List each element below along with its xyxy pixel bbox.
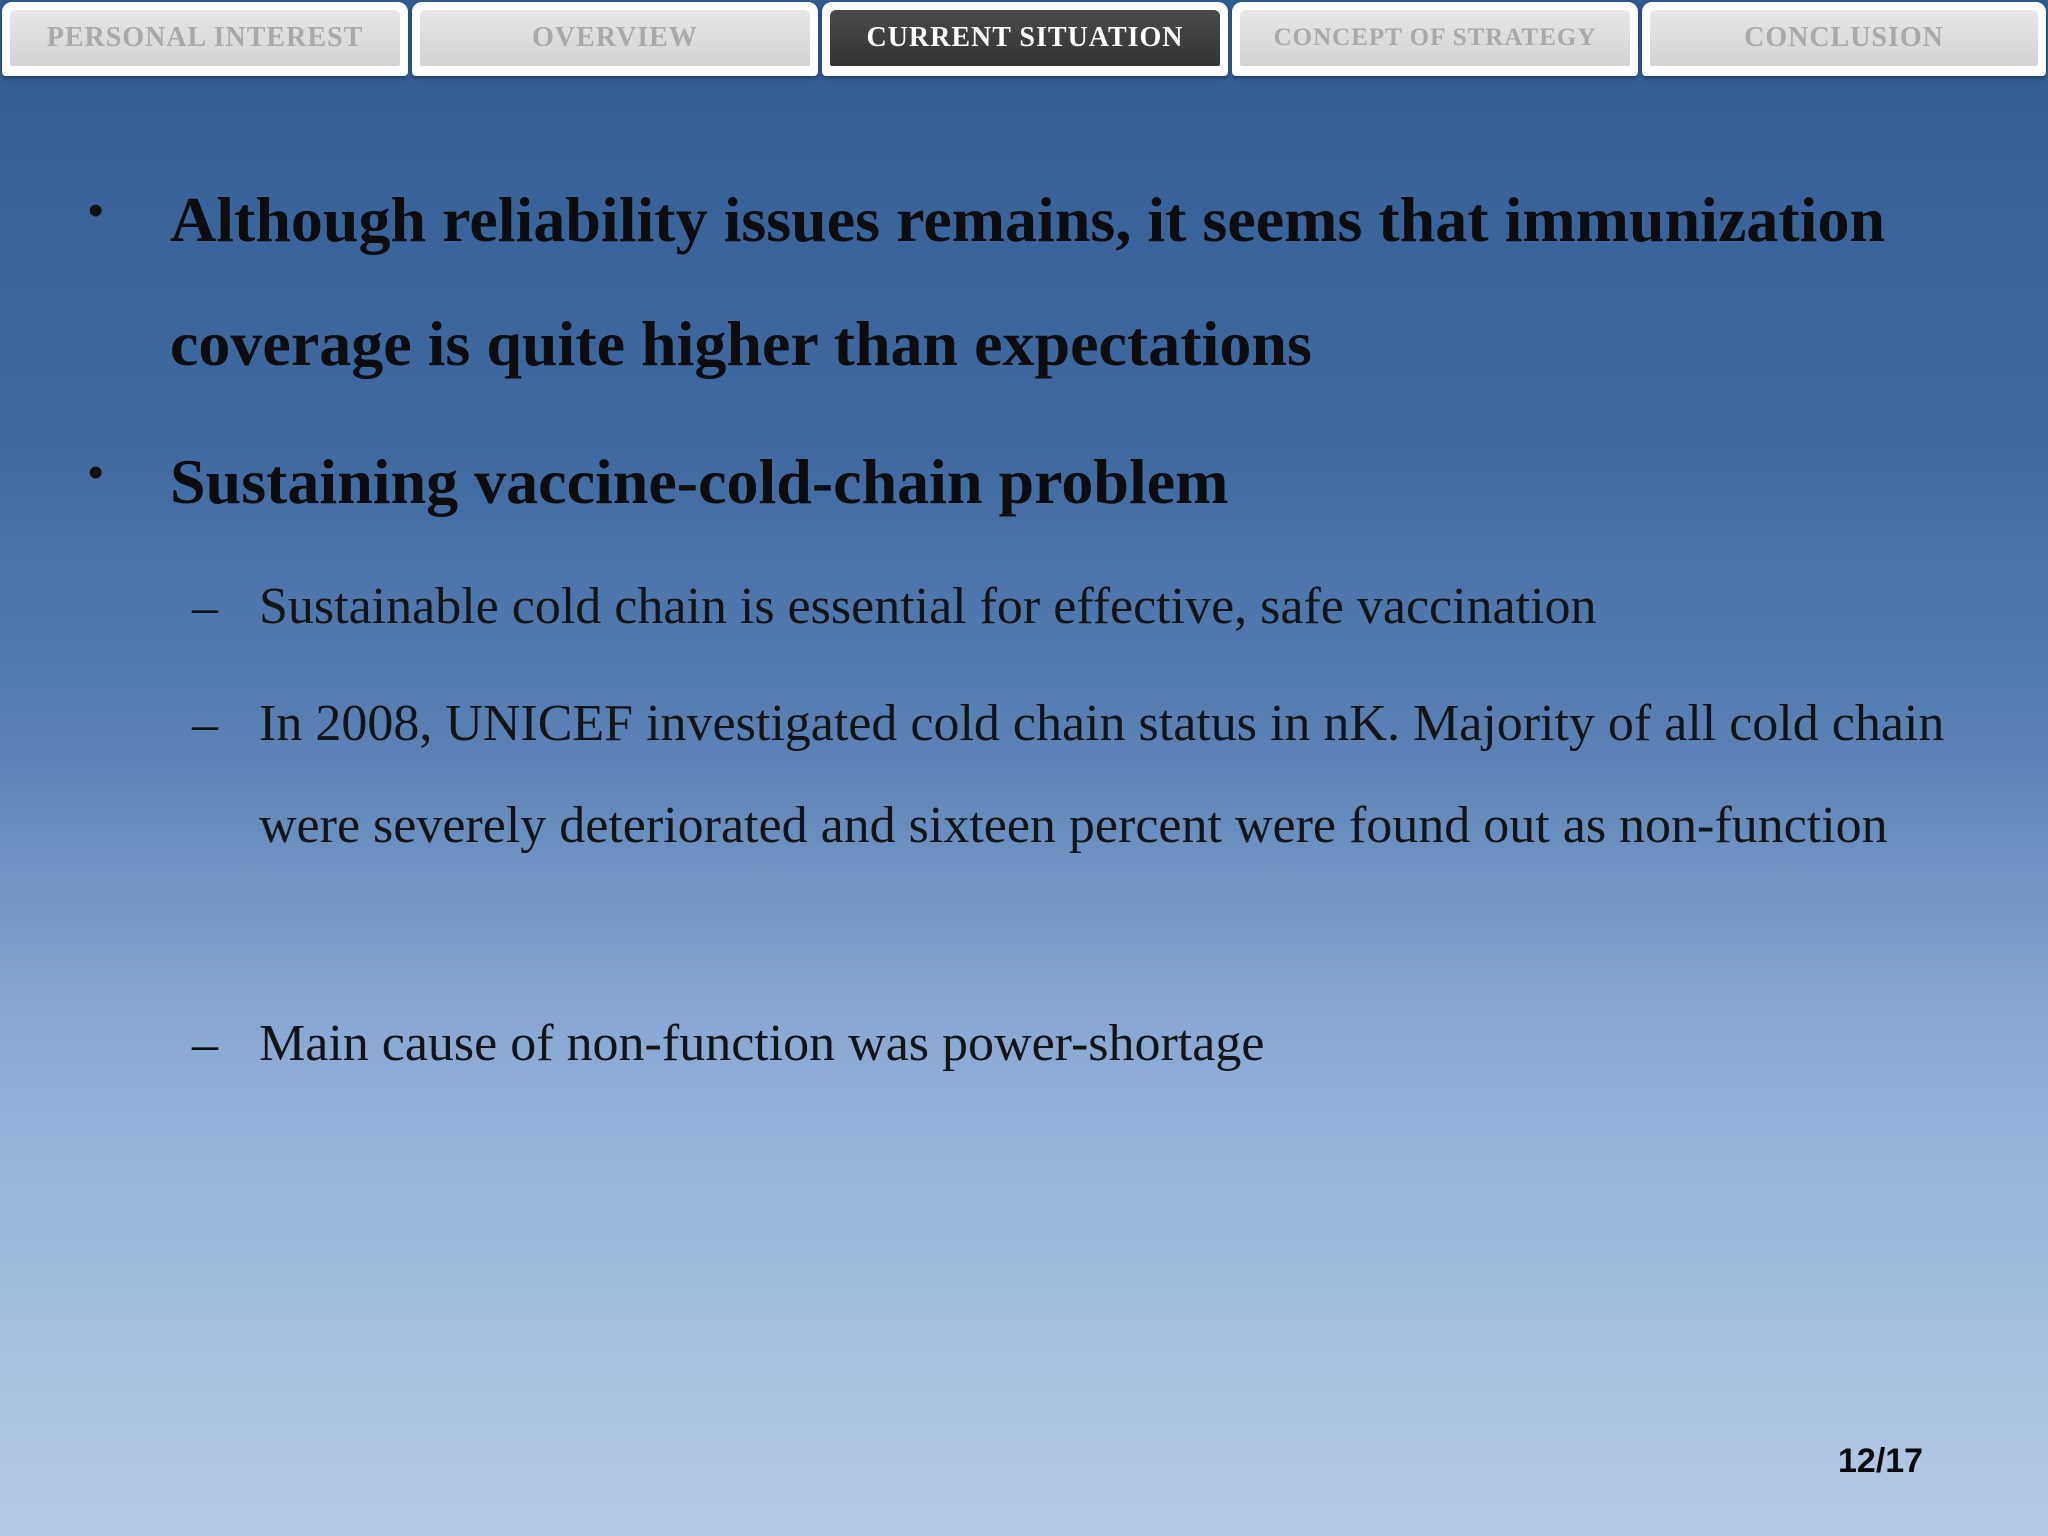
sub-bullet-text: Main cause of non-function was power-shortage (259, 1015, 1265, 1072)
sub-bullet-text: In 2008, UNICEF investigated cold chain status in nK. Majority of all cold chain were severely deteriorated and sixteen percent were found out as non-function (259, 695, 1945, 854)
sub-bullet-marker: – (192, 696, 218, 753)
sub-bullet-text: Sustainable cold chain is essential for effective, safe vaccination (259, 578, 1597, 635)
tab-conclusion-label: CONCLUSION (1744, 22, 1944, 53)
sub-bullet-marker: – (192, 1016, 218, 1073)
bullet-text: Sustaining vaccine-cold-chain problem (170, 446, 1229, 517)
tab-concept-of-strategy-label: CONCEPT OF STRATEGY (1273, 24, 1597, 51)
bullet-marker: • (88, 448, 104, 497)
page-number: 12/17 (1838, 1442, 1924, 1480)
tab-personal-interest-label: PERSONAL INTEREST (46, 22, 364, 53)
tab-current-situation-label: CURRENT SITUATION (866, 22, 1184, 53)
bullet-marker: • (88, 186, 104, 235)
sub-bullet-marker: – (192, 579, 218, 636)
tab-overview-label: OVERVIEW (532, 22, 698, 53)
bullet-text: Although reliability issues remains, it seems that immunization coverage is quite higher than expectations (170, 184, 1886, 379)
